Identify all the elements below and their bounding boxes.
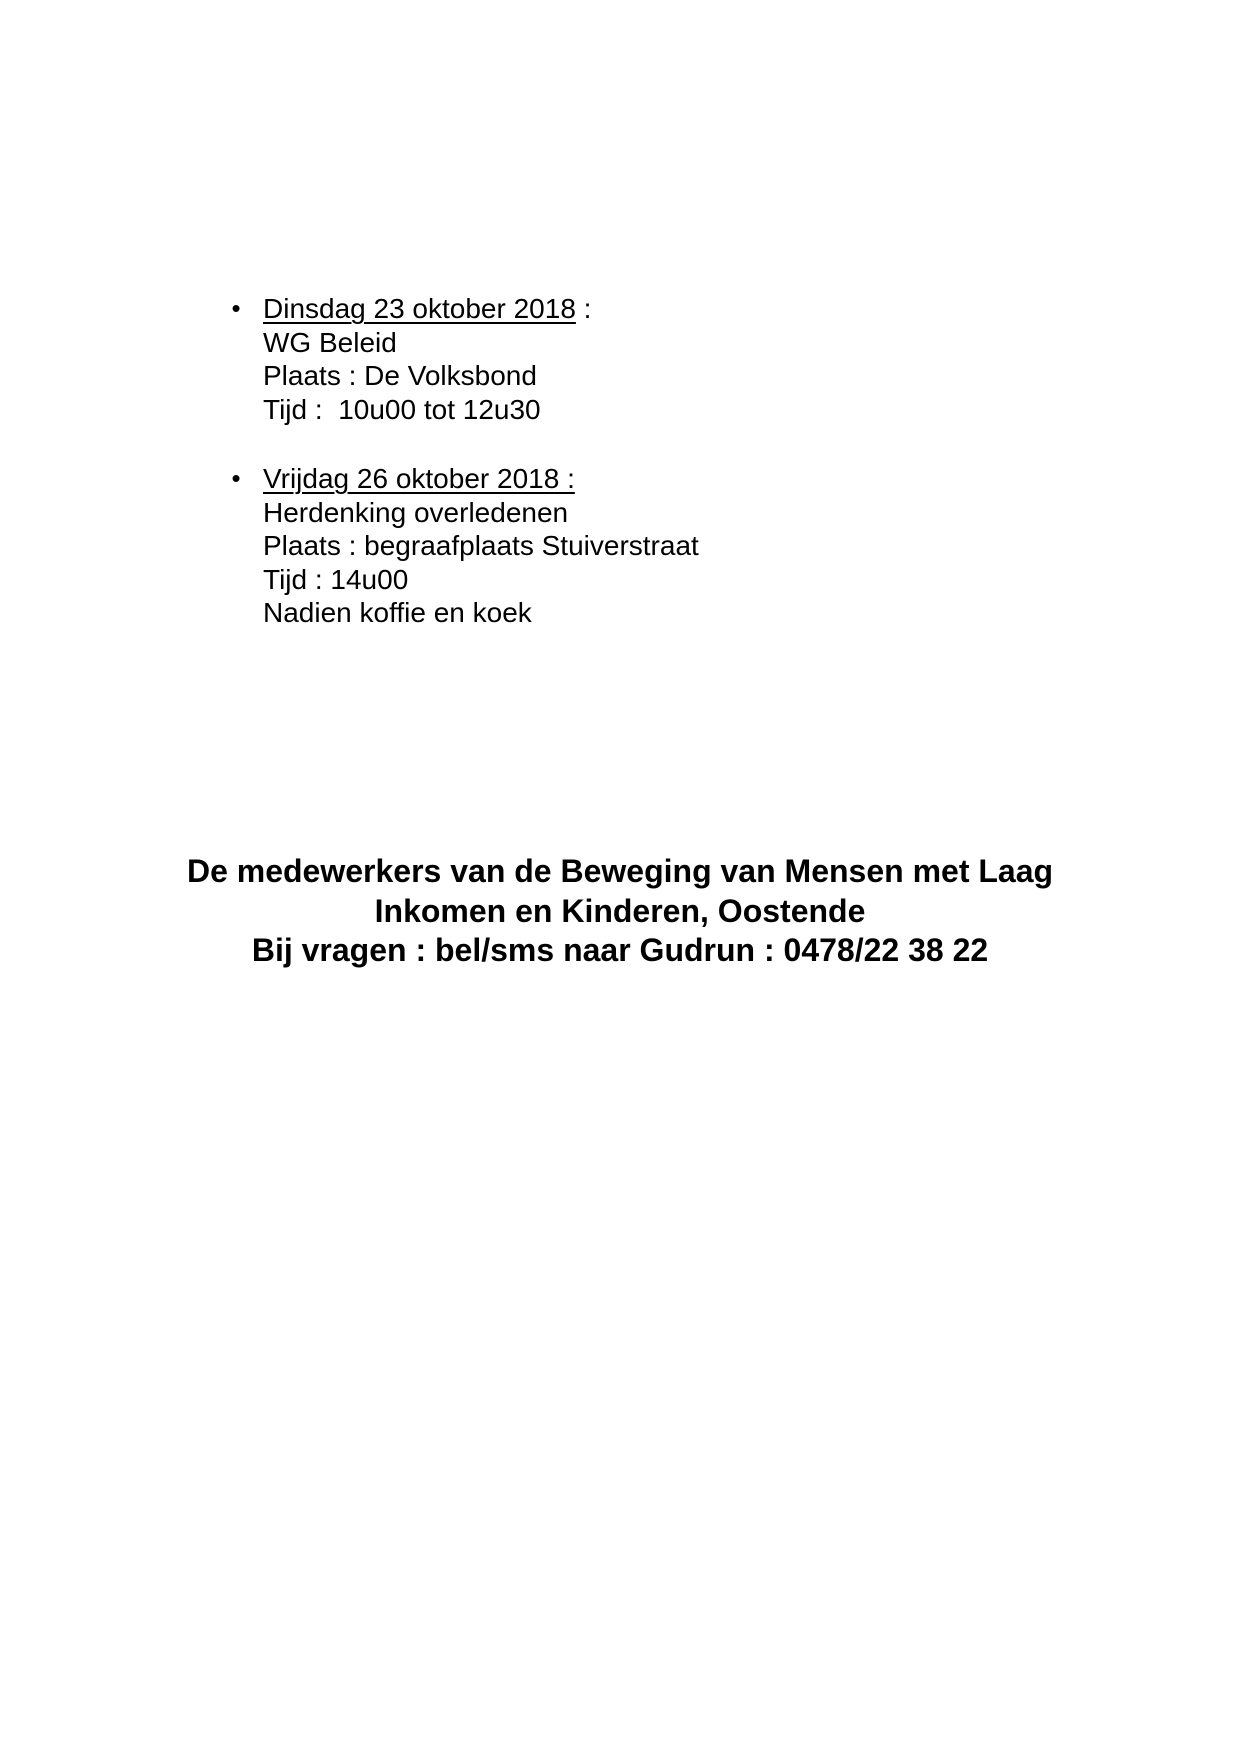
event-date-line — [263, 462, 699, 496]
event-title: Herdenking overledenen — [263, 496, 569, 528]
footer-contact — [0, 852, 1240, 971]
event-time: Tijd : 10u00 tot 12u30 — [263, 393, 541, 425]
bullet-icon: • — [231, 463, 241, 493]
bullet-icon: • — [231, 293, 241, 323]
event-date: Vrijdag 26 oktober 2018 : — [263, 463, 575, 494]
event-extra: Nadien koffie en koek — [263, 597, 532, 628]
footer-line-3: Bij vragen : bel/sms naar Gudrun : 0478/22 38 22 — [251, 932, 989, 968]
event-date-line — [263, 292, 591, 326]
event-place: Plaats : De Volksbond — [263, 360, 537, 391]
footer-line-1: De medewerkers van de Beweging van Mensen met Laag — [186, 853, 1054, 889]
event-time: Tijd : 14u00 — [263, 563, 409, 595]
event-date: Dinsdag 23 oktober 2018 — [263, 293, 576, 324]
event-place: Plaats : begraafplaats Stuiverstraat — [263, 530, 699, 561]
footer-line-2: Inkomen en Kinderen, Oostende — [374, 892, 866, 929]
event-date-suffix: : — [575, 293, 592, 324]
event-item — [231, 292, 592, 426]
event-item — [231, 462, 699, 630]
event-title: WG Beleid — [263, 326, 397, 358]
